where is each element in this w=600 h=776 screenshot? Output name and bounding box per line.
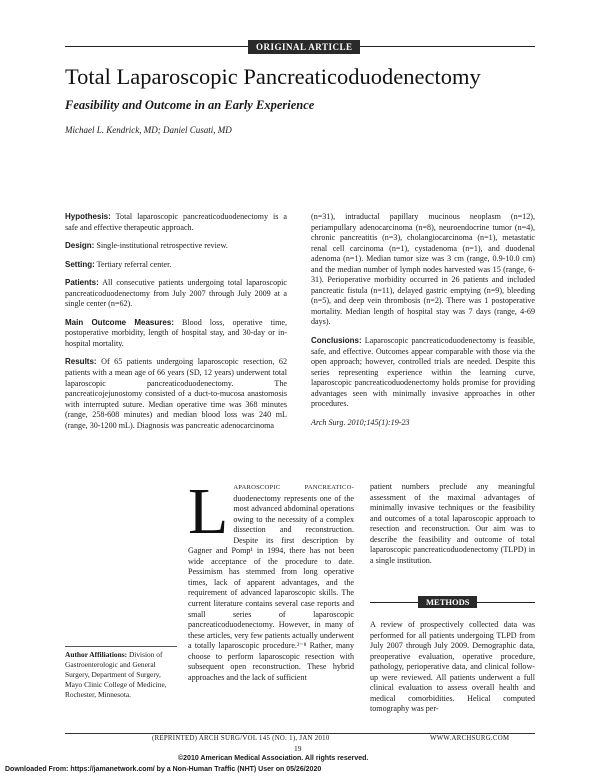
abstract-text: Tertiary referral center. bbox=[96, 259, 172, 269]
footer-journal: (REPRINTED) ARCH SURG/VOL 145 (NO. 1), JAN 2010 bbox=[152, 735, 330, 742]
methods-text: A review of prospectively collected data was performed for all patients undergoing TLPD from July 2007 through July 2009. Demographic data, preoperative evaluation, operative procedure, pathology, perioperative data, and clinical follow-up were reviewed. All patients underwent a full clinical evaluation to assess overall health and medical comorbidities. Helical computed tomography was per- bbox=[370, 620, 535, 714]
body-column-2 bbox=[370, 482, 535, 566]
download-notice: Downloaded From: https://jamanetwork.com/ by a Non-Human Traffic (NHT) User on 05/26/2020 bbox=[5, 766, 322, 773]
abstract-hypothesis bbox=[65, 212, 287, 233]
methods-column bbox=[370, 620, 535, 715]
abstract-measures bbox=[65, 318, 287, 350]
abstract-text: Single-institutional retrospective review. bbox=[96, 241, 228, 251]
abstract-text: Laparoscopic pancreaticoduodenectomy is feasible, safe, and effective. Outcomes appear comparable with those via the open approach; however, controlled trials are needed. Despite this series representing experience within the learning curve, laparoscopic pancreaticoduodenectomy holds promise for providing advantages seen with minimally invasive approaches in other procedures. bbox=[311, 336, 535, 409]
abstract-label: Results: bbox=[65, 357, 97, 367]
author-affiliations bbox=[65, 650, 177, 700]
abstract-label: Setting: bbox=[65, 259, 95, 269]
affiliation-label: Author Affiliations: bbox=[65, 650, 128, 659]
article-citation: Arch Surg. 2010;145(1):19-23 bbox=[311, 417, 410, 427]
methods-heading-label: METHODS bbox=[418, 596, 477, 608]
abstract-text: All consecutive patients undergoing total laparoscopic pancreaticoduodenectomy from July 2007 through July 2009 at a single center (n=62). bbox=[65, 278, 287, 309]
body-text: duodenectomy represents one of the most advanced abdominal operations owing to the necessity of a complex dissection and reconstruction. Despite its first description by Gagner and Pomp¹ in 1994, there has not been wide acceptance of the procedure to date. Pessimism has stemmed from long operative times, lack of apparent advantages, and the requirement of advanced laparoscopic skills. The current literature contains several case reports and small series of laparoscopic pancreaticoduodenectomy. However, in many of these articles, very few patients actually underwent a totally laparoscopic procedure.²⁻⁸ Rather, many choose to perform laparoscopic resection with subsequent open reconstruction. These hybrid approaches and the lack of sufficient bbox=[188, 493, 354, 682]
methods-heading bbox=[370, 596, 535, 608]
abstract-results bbox=[65, 357, 287, 431]
copyright-notice: ©2010 American Medical Association. All rights reserved. bbox=[178, 755, 369, 762]
abstract-text: Total laparoscopic pancreaticoduodenectomy is a safe and effective therapeutic approach. bbox=[65, 212, 287, 232]
body-column-1 bbox=[188, 475, 354, 683]
page-number: 19 bbox=[294, 744, 302, 753]
abstract-design bbox=[65, 241, 287, 252]
abstract-label: Design: bbox=[65, 241, 95, 251]
footer-url[interactable]: WWW.ARCHSURG.COM bbox=[430, 735, 510, 742]
article-title: Total Laparoscopic Pancreaticoduodenectomy bbox=[65, 64, 481, 89]
abstract-results-continued: (n=31), intraductal papillary mucinous neoplasm (n=12), periampullary adenocarcinoma (n=8), neuroendocrine tumor (n=4), chronic pancreatitis (n=3), cholangiocarcinoma (n=1), metastatic renal cell carcinoma (n=1), cystadenoma (n=1), and duodenal adenoma (n=1). Median tumor size was 3 cm (range, 0.9-10.0 cm) and the median number of lymph nodes harvested was 15 (range, 6-31). Perioperative morbidity occurred in 26 patients and included pancreatic fistula (n=11), delayed gastric emptying (n=9), bleeding (n=5), and deep vein thrombosis (n=2). There was 1 postoperative mortality. Median length of hospital stay was 7 days (range, 4-69 days). bbox=[311, 212, 535, 327]
abstract-patients bbox=[65, 278, 287, 310]
body-text: patient numbers preclude any meaningful assessment of the maximal advantages of minimally invasive techniques or the feasibility and outcomes of a total laparoscopic approach to resection and reconstruction. Our aim was to describe the feasibility and outcome of total laparoscopic pancreaticoduodenectomy (TLPD) in a single institution. bbox=[370, 482, 535, 565]
abstract-label: Patients: bbox=[65, 278, 99, 288]
abstract-conclusions bbox=[311, 336, 535, 410]
affiliation-text: Division of Gastroenterologic and General Surgery, Department of Surgery, Mayo Clinic College of Medicine, Rochester, Minnesota. bbox=[65, 650, 167, 699]
abstract-left-column bbox=[65, 212, 287, 439]
abstract-text: Blood loss, operative time, postoperative morbidity, length of hospital stay, and 30-day or in-hospital mortality. bbox=[65, 317, 287, 348]
abstract-setting bbox=[65, 260, 287, 271]
affiliation-rule bbox=[65, 646, 177, 647]
section-tag: ORIGINAL ARTICLE bbox=[248, 40, 360, 54]
abstract-label: Conclusions: bbox=[311, 336, 362, 346]
lead-smallcaps: APAROSCOPIC PANCREATICO- bbox=[233, 484, 354, 491]
abstract-label: Main Outcome Measures: bbox=[65, 317, 174, 327]
abstract-right-column bbox=[311, 212, 535, 436]
drop-cap: L bbox=[188, 475, 229, 548]
article-subtitle: Feasibility and Outcome in an Early Experience bbox=[65, 98, 315, 112]
article-authors: Michael L. Kendrick, MD; Daniel Cusati, MD bbox=[65, 125, 232, 135]
abstract-label: Hypothesis: bbox=[65, 212, 111, 221]
abstract-text: Of 65 patients undergoing laparoscopic resection, 62 patients with a mean age of 66 years (SD, 12 years) underwent total laparoscopic pancreaticoduodenectomy. The pancreaticojejunostomy consisted of a duct-to-mucosa anastomosis with interrupted suture. Median operative time was 368 minutes (range, 258-608 minutes) and median blood loss was 240 mL (range, 30-1200 mL). Diagnosis was pancreatic adenocarcinoma bbox=[65, 357, 287, 430]
footer-rule bbox=[65, 733, 535, 734]
